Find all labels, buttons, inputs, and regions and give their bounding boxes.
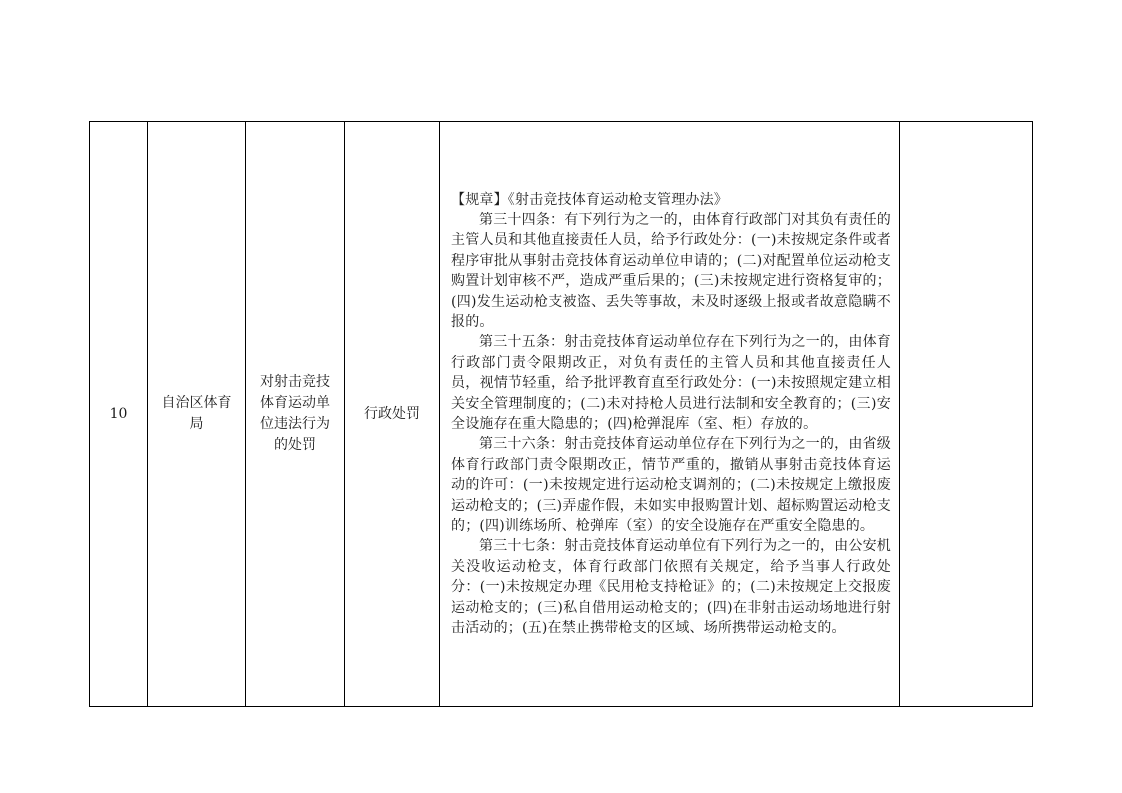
article-37: 第三十七条：射击竞技体育运动单位有下列行为之一的，由公安机关没收运动枪支，体育行政部门依照有关规定，给予当事人行政处分：(一)未按规定办理《民用枪支持枪证》的；(二)未按规定上交报废运动枪支的；(三)私自借用运动枪支的；(四)在非射击运动场地进行射击活动的；(五)在禁止携带枪支的区域、场所携带运动枪支的。 <box>451 538 891 637</box>
regulation-table <box>89 121 1033 707</box>
item-type: 行政处罚 <box>364 405 420 422</box>
article-36: 第三十六条：射击竞技体育运动单位存在下列行为之一的，由省级体育行政部门责令限期改正，情节严重的，撤销从事射击竞技体育运动的许可：(一)未按规定进行运动枪支调剂的；(二)未按规定上缴报废运动枪支的；(三)弄虚作假，未如实申报购置计划、超标购置运动枪支的；(四)训练场所、枪弹库（室）的安全设施存在严重安全隐患的。 <box>451 436 891 535</box>
item-cell <box>246 122 345 707</box>
item-name: 对射击竞技体育运动单位违法行为的处罚 <box>260 374 330 453</box>
type-cell <box>345 122 440 707</box>
basis-source: 【规章】《射击竞技体育运动枪支管理办法》 <box>451 191 728 208</box>
article-34: 第三十四条：有下列行为之一的，由体育行政部门对其负有责任的主管人员和其他直接责任人员，给予行政处分：(一)未按规定条件或者程序审批从事射击竞技体育运动单位申请的；(二)对配置单位运动枪支购置计划审核不严，造成严重后果的；(三)未按规定进行资格复审的；(四)发生运动枪支被盗、丢失等事故，未及时逐级上报或者故意隐瞒不报的。 <box>451 211 891 330</box>
legal-basis-cell <box>440 122 900 707</box>
row-number: 10 <box>109 405 128 422</box>
article-35: 第三十五条：射击竞技体育运动单位存在下列行为之一的，由体育行政部门责令限期改正，对负有责任的主管人员和其他直接责任人员，视情节轻重，给予批评教育直至行政处分：(一)未按照规定建立相关安全管理制度的；(二)未对持枪人员进行法制和安全教育的；(三)安全设施存在重大隐患的；(四)枪弹混库（室、柜）存放的。 <box>451 334 891 432</box>
legal-basis-text <box>440 190 899 639</box>
note-cell <box>900 122 1033 707</box>
table-row <box>90 122 1033 707</box>
row-number-cell <box>90 122 148 707</box>
department-name: 自治区体育局 <box>161 395 232 432</box>
department-cell <box>148 122 246 707</box>
